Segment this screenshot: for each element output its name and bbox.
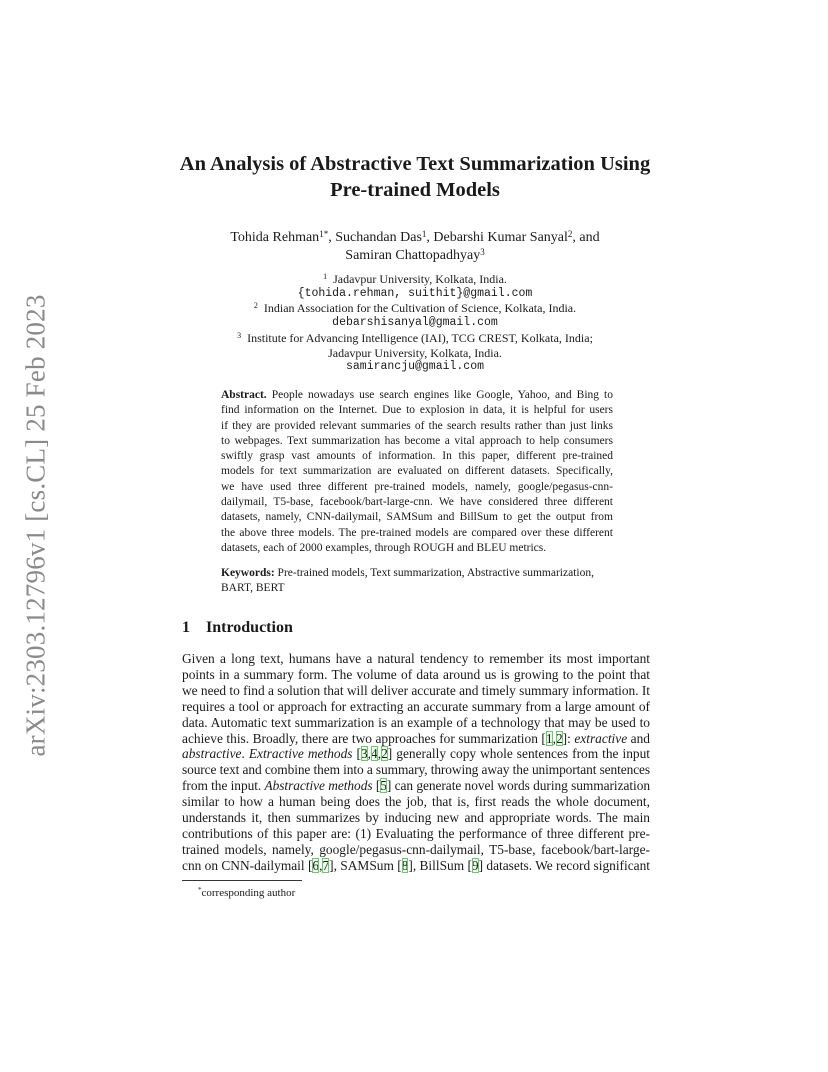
paper-title xyxy=(150,151,680,203)
body-text: ] can generate novel words during summarization xyxy=(386,778,651,794)
body-italic: Abstractive methods xyxy=(264,778,373,794)
body-text: [ xyxy=(372,778,381,794)
author-name: , Suchandan Das xyxy=(328,230,422,245)
citation-link[interactable]: 2 xyxy=(381,746,388,762)
body-text: , xyxy=(552,730,556,746)
abstract-line: if they are provided relevant summaries of the search results rather than just links xyxy=(221,419,613,432)
body-text: trained models, namely, google/pegasus-cnn-dailymail, T5-base, facebook/bart-large- xyxy=(182,841,650,857)
section-heading xyxy=(182,619,293,637)
citation-link[interactable]: 6 xyxy=(312,857,320,873)
body-text: ] generally copy whole sentences from the input xyxy=(387,746,651,762)
keywords-label: Keywords: xyxy=(221,567,275,579)
body-text: understands it, then summarizes by inducing new and appropriate words. The main xyxy=(182,810,650,826)
author-list xyxy=(180,229,650,265)
abstract-line: dailymail, T5-base, facebook/bart-large-cnn. We have considered three different xyxy=(221,496,613,509)
author-name: , Debarshi Kumar Sanyal xyxy=(426,230,568,245)
body-text: [ xyxy=(352,746,361,762)
section-number: 1 xyxy=(182,619,190,636)
body-text: points in a summary form. The volume of data around us is growing to the point that xyxy=(182,666,650,682)
email-3: samirancju@gmail.com xyxy=(345,360,485,374)
body-line xyxy=(182,762,650,778)
affiliation-3: Institute for Advancing Intelligence (IAI), TCG CREST, Kolkata, India; xyxy=(247,330,593,345)
body-line xyxy=(182,794,650,810)
author-sup: 1 xyxy=(421,229,427,239)
body-inline: cnn on CNN-dailymail [6,7], SAMSum [8], BillSum [9] datasets. We record significant xyxy=(182,857,650,873)
body-line xyxy=(182,699,650,715)
email-1: {tohida.rehman, suithit}@gmail.com xyxy=(297,286,533,300)
author-sup: 1* xyxy=(319,229,329,239)
body-line xyxy=(182,746,650,762)
body-line xyxy=(182,810,650,826)
body-text: ], SAMSum [ xyxy=(329,857,402,873)
affil-sup: 1 xyxy=(323,272,328,281)
author-name: Samiran Chattopadhyay xyxy=(345,248,481,263)
citation-link[interactable]: 1 xyxy=(545,730,553,746)
citation-link[interactable]: 3 xyxy=(360,746,368,762)
body-line xyxy=(182,651,650,667)
affiliation-2: Indian Association for the Cultivation of Science, Kolkata, India. xyxy=(263,301,577,316)
abstract-line: to webpages. Text summarization has become a vital approach to help consumers xyxy=(221,434,613,447)
body-italic: Extractive methods xyxy=(248,746,353,762)
body-text: achieve this. Broadly, there are two approaches for summarization [ xyxy=(182,730,546,746)
footnote-text: corresponding author xyxy=(201,887,296,899)
arxiv-sidebar xyxy=(14,290,58,760)
body-text: Given a long text, humans have a natural tendency to remember its most important xyxy=(182,651,650,666)
abstract-line: we have used three different pre-trained models, namely, google/pegasus-cnn- xyxy=(221,480,613,493)
email-2: debarshisanyal@gmail.com xyxy=(332,316,498,330)
citation-link[interactable]: 5 xyxy=(380,778,387,794)
body-text: . xyxy=(241,746,249,762)
body-text: from the input. xyxy=(182,778,265,794)
abstract-line: swiftly grasp vast amounts of information. In this paper, different pre-trained xyxy=(221,450,613,463)
body-text: data. Automatic text summarization is an example of a technology that may be used to xyxy=(182,714,650,730)
citation-link[interactable]: 4 xyxy=(371,746,378,762)
abstract-line: the above three models. The pre-trained models are compared over these different xyxy=(221,526,613,539)
body-line xyxy=(182,842,650,858)
arxiv-identifier: arXiv:2303.12796v1 [cs.CL] 25 Feb 2023 xyxy=(20,293,51,757)
author-connector: , and xyxy=(572,230,600,245)
abstract-line: models for text summarization are evaluated on different datasets. Specifically, xyxy=(221,465,613,478)
body-line xyxy=(182,683,650,699)
abstract-label: Abstract. xyxy=(221,389,267,401)
title-line: Pre-trained Models xyxy=(330,179,500,201)
body-text: we need to find a solution that will deliver accurate and timely summary information. It xyxy=(182,682,650,698)
keywords-text: Pre-trained models, Text summarization, Abstractive summarization, xyxy=(277,567,594,579)
body-line xyxy=(182,778,650,794)
affiliation-1: Jadavpur University, Kolkata, India. xyxy=(333,272,507,286)
affiliations xyxy=(150,272,680,375)
affil-sup: 3 xyxy=(237,330,242,340)
body-text: requires a tool or approach for extracting an accurate summary from a large amount of xyxy=(182,698,650,714)
footnote xyxy=(198,887,295,899)
affil-sup: 2 xyxy=(253,301,258,311)
body-text: similar to how a human being does the job, that is, first reads the whole document, xyxy=(182,794,650,810)
abstract-line: datasets, each of 2000 examples, through ROUGH and BLEU metrics. xyxy=(221,541,547,554)
abstract-line: find information on the Internet. Due to explosion in data, it is helpful for users xyxy=(221,404,613,417)
body-text: source text and combine them into a summary, throwing away the unimportant sentences xyxy=(182,762,650,778)
body-text: ], BillSum [ xyxy=(408,857,472,873)
body-line xyxy=(182,858,650,874)
citation-link[interactable]: 8 xyxy=(401,857,409,873)
citation-link[interactable]: 2 xyxy=(555,730,563,746)
body-line xyxy=(182,826,650,842)
body-text: ] datasets. We record significant xyxy=(478,857,650,873)
affiliation-3-line2: Jadavpur University, Kolkata, India. xyxy=(328,345,502,360)
introduction-body xyxy=(182,651,650,874)
body-inline: abstractive. Extractive methods [3,4,2] generally copy whole sentences from the input xyxy=(182,746,651,762)
author-name: Tohida Rehman xyxy=(230,230,320,245)
body-text: contributions of this paper are: (1) Evaluating the performance of three different pre- xyxy=(182,825,650,841)
body-line xyxy=(182,715,650,731)
body-line xyxy=(182,667,650,683)
keywords xyxy=(221,566,621,597)
citation-link[interactable]: 9 xyxy=(471,857,479,873)
author-sup: 2 xyxy=(567,229,573,239)
author-sup: 3 xyxy=(480,247,485,257)
footnote-rule xyxy=(182,880,302,881)
title-line: An Analysis of Abstractive Text Summarization Using xyxy=(179,153,651,175)
abstract-line: datasets, namely, CNN-dailymail, SAMSum and BillSum to get the output from xyxy=(221,511,613,524)
abstract xyxy=(221,388,613,556)
section-title: Introduction xyxy=(206,619,293,636)
body-text: ]: xyxy=(562,730,575,746)
body-italic: abstractive xyxy=(182,746,242,762)
body-inline xyxy=(182,778,650,794)
body-inline xyxy=(182,731,650,747)
body-text: and xyxy=(627,730,651,746)
keywords-text: BART, BERT xyxy=(221,582,285,595)
footnote-mark: * xyxy=(198,886,202,894)
citation-link[interactable]: 7 xyxy=(322,857,330,873)
body-line xyxy=(182,731,650,747)
body-text: cnn on CNN-dailymail [ xyxy=(182,857,313,873)
abstract-line: People nowadays use search engines like Google, Yahoo, and Bing to xyxy=(271,389,614,401)
body-italic: extractive xyxy=(574,730,628,746)
